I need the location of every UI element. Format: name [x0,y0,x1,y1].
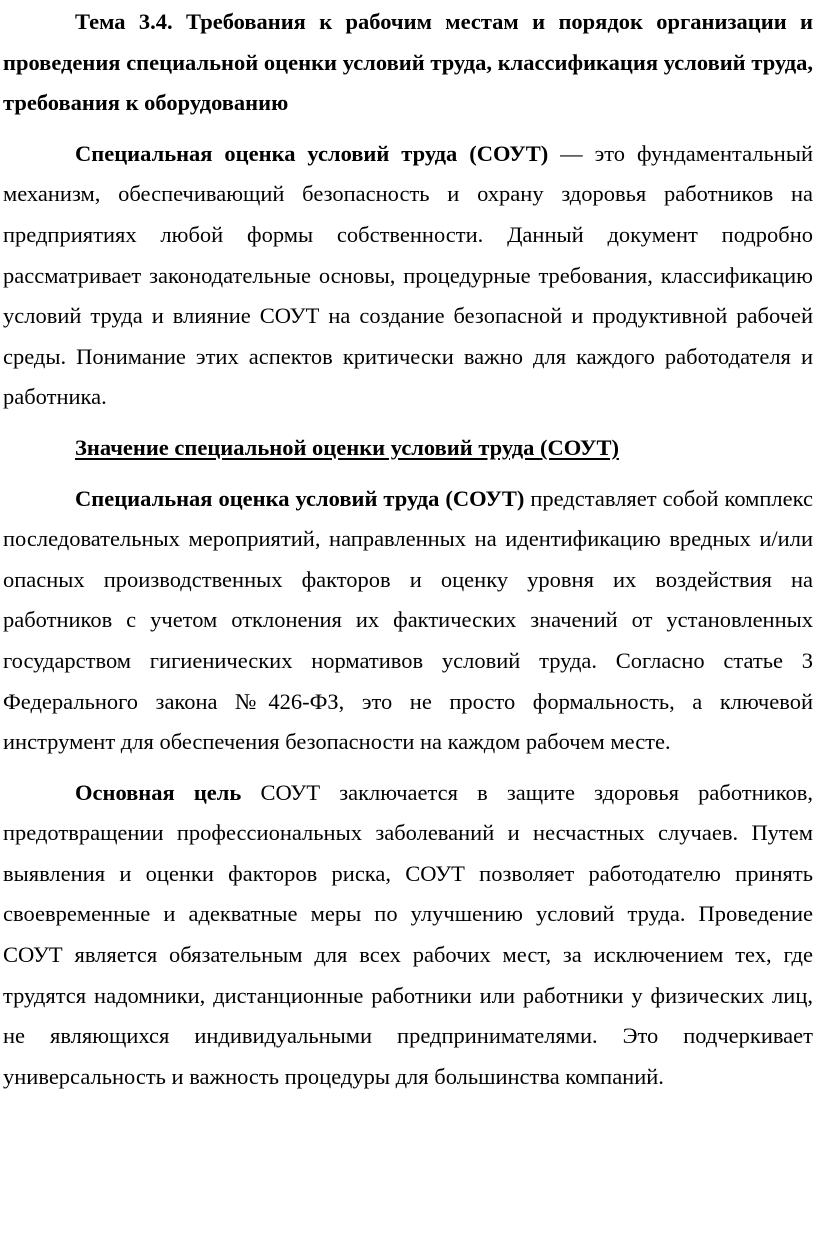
intro-text: — это фундаментальный механизм, обеспечивающий безопасность и охрану здоровья работников на предприятиях любой формы собственности. Данный документ подробно рассматривает законодательные основы, процедурные требования, классификацию условий труда и влияние СОУТ на создание безопасной и продуктивной рабочей среды. Понимание этих аспектов критически важно для каждого работодателя и работника. [3,140,813,410]
definition-text: представляет собой комплекс последовательных мероприятий, направленных на идентификацию вредных и/или опасных производственных факторов и оценку уровня их воздействия на работников с учетом отклонения их фактических значений от установленных государством гигиенических нормативов условий труда. Согласно статье 3 Федерального закона №426-ФЗ, это не просто формальность, а ключевой инструмент для обеспечения безопасности на каждом рабочем месте. [3,485,814,755]
intro-paragraph [3,134,813,418]
goal-text: СОУТ заключается в защите здоровья работников, предотвращении профессиональных заболеваний и несчастных случаев. Путем выявления и оценки факторов риска, СОУТ позволяет работодателю принять своевременные и адекватные меры по улучшению условий труда. Проведение СОУТ является обязательным для всех рабочих мест, за исключением тех, где трудятся надомники, дистанционные работники или работники у физических лиц, не являющихся индивидуальными предпринимателями. Это подчеркивает универсальность и важность процедуры для большинства компаний. [3,779,813,1089]
definition-paragraph [3,479,813,763]
definition-lead-term: Специальная оценка условий труда (СОУТ) [75,485,525,511]
document-title: Тема 3.4. Требования к рабочим местам и порядок организации и проведения специальной оценки условий труда, классификация условий труда, требования к оборудованию [3,9,813,116]
goal-paragraph [3,773,813,1098]
goal-lead-term: Основная цель [75,779,242,805]
intro-lead-term: Специальная оценка условий труда (СОУТ) [75,140,549,166]
section-heading: Значение специальной оценки условий труда (СОУТ) [75,434,619,460]
